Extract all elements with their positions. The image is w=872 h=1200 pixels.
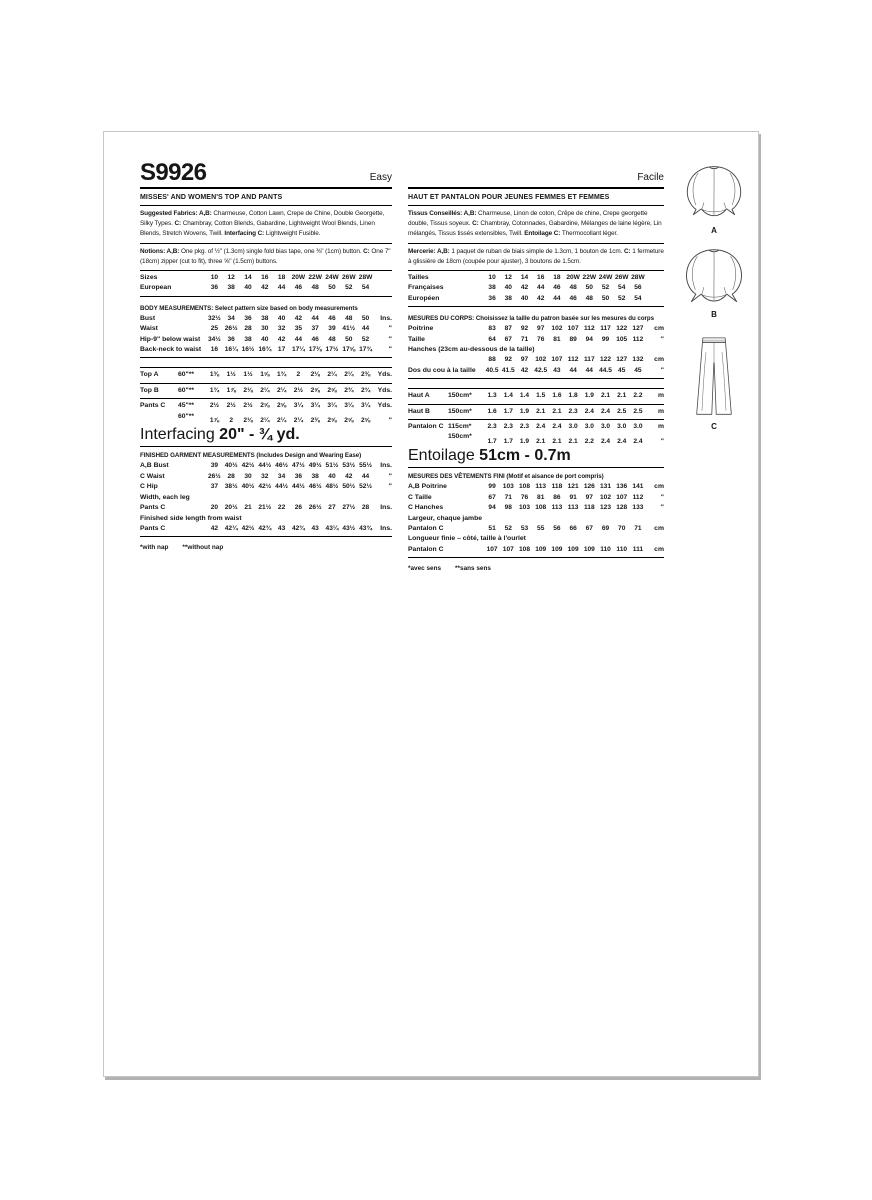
divider xyxy=(140,383,392,384)
yardage-pants-c-60-row: 60"** 1⅞ 2 2⅛ 2¼ 2¼ 2¼ 2⅜ 2⅝ 2⅝ 2⅝ " xyxy=(178,412,392,425)
top-b-back-view-illustration xyxy=(672,246,756,320)
divider xyxy=(140,270,392,271)
finished-leg-width-row: Pants C 20 20½ 21 21½ 22 26 26½ 27 27½ 28 Ins. xyxy=(140,504,392,512)
view-c-label: C xyxy=(711,422,717,431)
divider xyxy=(408,419,664,420)
top-a-line-art xyxy=(676,162,752,224)
difficulty-label-fr: Facile xyxy=(637,172,664,183)
divider xyxy=(408,467,664,468)
width-each-leg-subhead: Width, each leg xyxy=(140,493,190,501)
view-b-label: B xyxy=(711,310,717,319)
divider xyxy=(408,270,664,271)
finished-waist-row: C Waist 26½ 28 30 32 34 36 38 40 42 44 " xyxy=(140,472,392,480)
hanches-subhead: Hanches (23cm au-dessous de la taille) xyxy=(408,346,535,354)
divider xyxy=(408,404,664,405)
divider xyxy=(140,367,392,368)
body-measurements-header-fr: MESURES DU CORPS: Choisissez la taille du patron basée sur les mesures du corps xyxy=(408,315,655,323)
garment-title-en: MISSES' AND WOMEN'S TOP AND PANTS xyxy=(140,194,283,201)
suggested-fabrics-en: Suggested Fabrics: A,B: Charmeuse, Cotton Lawn, Crepe de Chine, Double Georgette, Silky Types. C: Chambray, Cotton Blends, Gabardine, Lightweight Wool Blends, Linen Blends, Stretch Wovens, Twill. Interfacing C: Lightweight Fusible. xyxy=(140,210,385,238)
garment-title-fr: HAUT ET PANTALON POUR JEUNES FEMMES ET FEMMES xyxy=(408,194,610,201)
title-bar-fr xyxy=(408,158,664,184)
taille-row: Taille 64 67 71 76 81 89 94 99 105 112 " xyxy=(408,335,664,343)
french-column xyxy=(408,158,664,572)
finished-side-length-row: Pants C 42 42¼ 42½ 42¾ 43 42¾ 43 43¼ 43½ 43¾ Ins. xyxy=(140,524,392,532)
sizes-row-fr: Tailles 10 12 14 16 18 20W 22W 24W 26W 28W xyxy=(408,274,645,282)
yardage-pants-c-45-row: Pants C 45"** 2½ 2½ 2½ 2⅝ 2⅝ 3¼ 3¼ 3¼ 3¼ 3¼ Yds. xyxy=(140,402,392,410)
finished-poitrine-row: A,B Poitrine 99 103 108 113 118 121 126 131 136 141 cm xyxy=(408,483,664,491)
divider xyxy=(408,187,664,189)
top-b-line-art xyxy=(675,246,753,308)
divider xyxy=(408,388,664,389)
finished-measurements-header-fr: MESURES DES VÊTEMENTS FINI (Motif et aisance de port compris) xyxy=(408,473,604,481)
divider xyxy=(408,243,664,244)
metrage-haut-b-row: Haut B 150cm* 1.6 1.7 1.9 2.1 2.1 2.3 2.4 2.4 2.5 2.5 m xyxy=(408,407,664,415)
sizes-row: Sizes 10 12 14 16 18 20W 22W 24W 26W 28W xyxy=(140,274,373,282)
pattern-envelope-back-sheet xyxy=(103,131,759,1077)
divider xyxy=(408,557,664,558)
divider xyxy=(140,357,392,358)
metrage-pantalon-150-row: 150cm* 1.7 1.7 1.9 2.1 2.1 2.1 2.2 2.4 2.4 2.4 " xyxy=(448,433,664,445)
back-neck-row: Back-neck to waist 16 16¼ 16½ 16¾ 17 17¼ 17⅜ 17½ 17⅝ 17¾ " xyxy=(140,346,392,354)
divider xyxy=(140,446,392,447)
interfacing-row: Interfacing 20" - ¾ yd. xyxy=(140,426,300,444)
pattern-number: S9926 xyxy=(140,159,207,186)
divider xyxy=(140,187,392,189)
title-bar xyxy=(140,158,392,184)
body-measurements-header-en: BODY MEASUREMENTS: Select pattern size based on body measurements xyxy=(140,304,358,312)
european-sizes-row-fr: Européen 36 38 40 42 44 46 48 50 52 54 xyxy=(408,294,642,302)
finished-hanches-row: C Hanches 94 98 103 108 113 113 118 123 128 133 " xyxy=(408,504,664,512)
view-a-label: A xyxy=(711,226,717,235)
garment-views xyxy=(672,162,756,442)
divider xyxy=(140,398,392,399)
entoilage-row: Entoilage 51cm - 0.7m xyxy=(408,447,571,465)
divider xyxy=(408,306,664,307)
divider xyxy=(408,205,664,206)
finished-largeur-row: Pantalon C 51 52 53 55 56 66 67 69 70 71 cm xyxy=(408,524,664,532)
divider xyxy=(140,243,392,244)
suggested-fabrics-fr: Tissus Conseillés: A,B: Charmeuse, Linon de coton, Crêpe de chine, Crepe georgette double, Tissus soyeux. C: Chambray, Cotonnades, Gabardine, Mélanges de laine légère, Lin mélangés, Tissus tissés extensibles, Twill. Entoilage C: Thermocollant léger. xyxy=(408,210,662,238)
divider xyxy=(408,378,664,379)
longueur-finie-subhead: Longueur finie – côté, taille à l'ourlet xyxy=(408,535,526,543)
notions-fr: Mercerie: A,B: 1 paquet de ruban de biais simple de 1.3cm, 1 bouton de 1cm. C: 1 fermeture à glissière de 18cm (coupée pour ajuster), 3 boutons de 1.5cm. xyxy=(408,247,664,265)
yardage-top-b-row: Top B 60"** 1¾ 1⅞ 2⅛ 2¼ 2¼ 2½ 2⅝ 2⅝ 2¾ 2¾ Yds. xyxy=(140,386,392,394)
european-sizes-row: European 36 38 40 42 44 46 48 50 52 54 xyxy=(140,284,370,292)
yardage-top-a-row: Top A 60"** 1⅜ 1½ 1½ 1⅝ 1¾ 2 2⅛ 2¼ 2¼ 2⅜ Yds. xyxy=(140,371,392,379)
footnote-fr: *avec sens **sans sens xyxy=(408,565,491,573)
hanches-values-row: 88 92 97 102 107 112 117 122 127 132 cm xyxy=(488,356,664,364)
notions-en: Notions: A,B: One pkg. of ½" (1.3cm) single fold bias tape, one ⅜" (1cm) button. C: One 7" (18cm) zipper (cut to fit), three ⅝" (1.5cm) buttons. xyxy=(140,247,391,265)
divider xyxy=(140,296,392,297)
footnote-en: *with nap **without nap xyxy=(140,544,224,552)
pants-c-back-view-illustration xyxy=(672,334,756,432)
english-column xyxy=(140,158,392,551)
pants-c-line-art xyxy=(682,334,746,420)
waist-row: Waist 25 26½ 28 30 32 35 37 39 41½ 44 " xyxy=(140,325,392,333)
finished-hip-row: C Hip 37 38½ 40½ 42½ 44½ 44½ 46½ 48½ 50½ 52½ " xyxy=(140,483,392,491)
finished-taille-row: C Taille 67 71 76 81 86 91 97 102 107 112 " xyxy=(408,493,664,501)
finished-side-length-subhead: Finished side length from waist xyxy=(140,514,242,522)
divider xyxy=(140,536,392,537)
divider xyxy=(140,205,392,206)
poitrine-row: Poitrine 83 87 92 97 102 107 112 117 122 127 cm xyxy=(408,325,664,333)
dos-du-cou-row: Dos du cou à la taille 40.5 41.5 42 42.5 43 44 44 44.5 45 45 " xyxy=(408,366,664,374)
metrage-pantalon-115-row: Pantalon C 115cm* 2.3 2.3 2.3 2.4 2.4 3.0 3.0 3.0 3.0 3.0 m xyxy=(408,423,664,431)
finished-measurements-header-en: FINISHED GARMENT MEASUREMENTS (Includes Design and Wearing Ease) xyxy=(140,452,362,460)
top-a-back-view-illustration xyxy=(672,162,756,236)
hip-row: Hip-9" below waist 34½ 36 38 40 42 44 46 48 50 52 " xyxy=(140,335,392,343)
metrage-haut-a-row: Haut A 150cm* 1.3 1.4 1.4 1.5 1.6 1.8 1.9 2.1 2.1 2.2 m xyxy=(408,392,664,400)
largeur-jambe-subhead: Largeur, chaque jambe xyxy=(408,514,483,522)
finished-bust-row: A,B Bust 39 40½ 42½ 44½ 46½ 47½ 49½ 51½ 53½ 55½ Ins. xyxy=(140,462,392,470)
french-sizes-row: Françaises 38 40 42 44 46 48 50 52 54 56 xyxy=(408,284,642,292)
finished-longueur-row: Pantalon C 107 107 108 109 109 109 109 110 110 111 cm xyxy=(408,545,664,553)
difficulty-label-en: Easy xyxy=(369,172,392,183)
bust-row: Bust 32½ 34 36 38 40 42 44 46 48 50 Ins. xyxy=(140,314,392,322)
